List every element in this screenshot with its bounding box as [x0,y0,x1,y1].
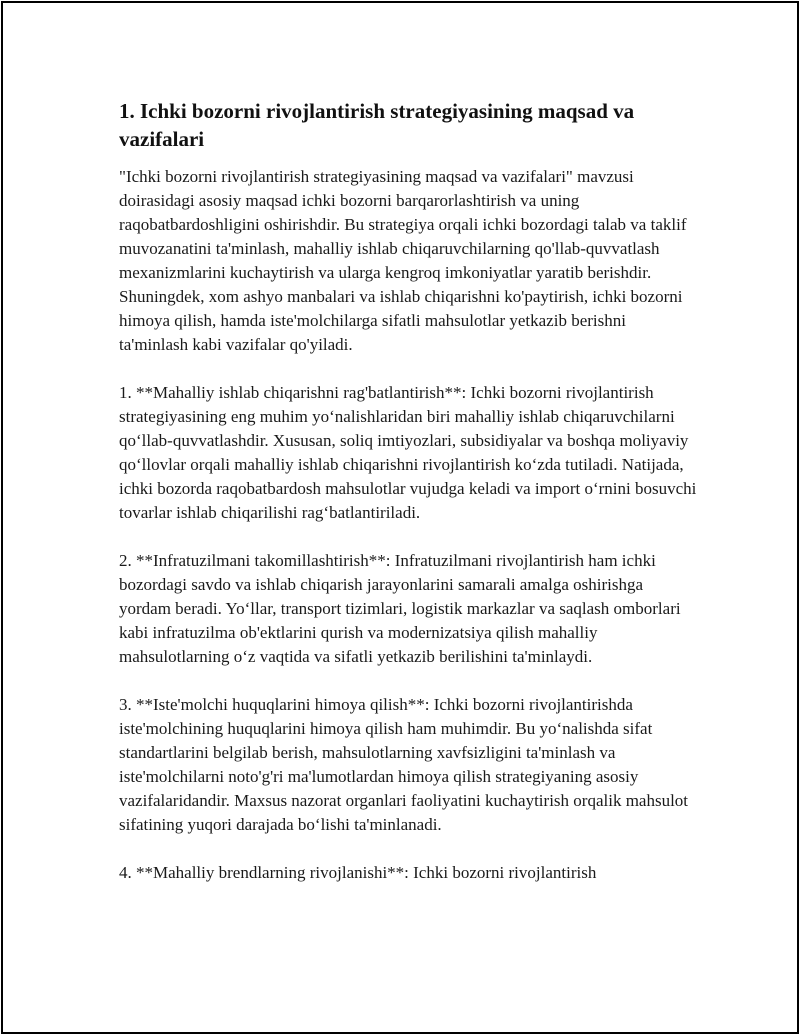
document-body [119,97,699,909]
paragraph-local-brands: 4. **Mahalliy brendlarning rivojlanishi**: Ichki bozorni rivojlantirish [119,863,597,882]
paragraph-consumer-rights: 3. **Iste'molchi huquqlarini himoya qilish**: Ichki bozorni rivojlantirishda iste'molchining huquqlarini himoya qilish ham muhimdir. Bu yo‘nalishda sifat standartlarini belgilab berish, mahsulotlarning xavfsizligini ta'minlash va iste'molchilarni noto'g'ri ma'lumotlardan himoya qilish strategiyaning asosiy vazifalaridandir. Maxsus nazorat organlari faoliyatini kuchaytirish orqalik mahsulot sifatining yuqori darajada bo‘lishi ta'minlanadi. [119,695,689,834]
section-heading: 1. Ichki bozorni rivojlantirish strategiyasining maqsad va vazifalari [119,99,635,151]
intro-paragraph: "Ichki bozorni rivojlantirish strategiyasining maqsad va vazifalari" mavzusi doirasidagi asosiy maqsad ichki bozorni barqarorlashtirish va uning raqobatbardoshligini oshirishdir. Bu strategiya orqali ichki bozordagi talab va taklif muvozanatini ta'minlash, mahalliy ishlab chiqaruvchilarning qo'llab-quvvatlash mexanizmlarini kuchaytirish va ularga kengroq imkoniyatlar yaratib berishdir. Shuningdek, xom ashyo manbalari va ishlab chiqarishni ko'paytirish, ichki bozorni himoya qilish, hamda iste'molchilarga sifatli mahsulotlar yetkazib berishni ta'minlash kabi vazifalar qo'yiladi. [119,167,687,354]
document-page [1,1,799,1034]
paragraph-local-production: 1. **Mahalliy ishlab chiqarishni rag'batlantirish**: Ichki bozorni rivojlantirish strategiyasining eng muhim yo‘nalishlaridan biri mahalliy ishlab chiqaruvchilarni qo‘llab-quvvatlashdir. Xususan, soliq imtiyozlari, subsidiyalar va boshqa moliyaviy qo‘llovlar orqali mahalliy ishlab chiqarishni rivojlantirish ko‘zda tutiladi. Natijada, ichki bozorda raqobatbardosh mahsulotlar vujudga keladi va import o‘rnini bosuvchi tovarlar ishlab chiqarilishi rag‘batlantiriladi. [119,383,697,522]
paragraph-infrastructure: 2. **Infratuzilmani takomillashtirish**: Infratuzilmani rivojlantirish ham ichki bozordagi savdo va ishlab chiqarish jarayonlarini samarali amalga oshirishga yordam beradi. Yo‘llar, transport tizimlari, logistik markazlar va saqlash omborlari kabi infratuzilma ob'ektlarini qurish va modernizatsiya qilish mahalliy mahsulotlarning o‘z vaqtida va sifatli yetkazib berilishini ta'minlaydi. [119,551,681,666]
